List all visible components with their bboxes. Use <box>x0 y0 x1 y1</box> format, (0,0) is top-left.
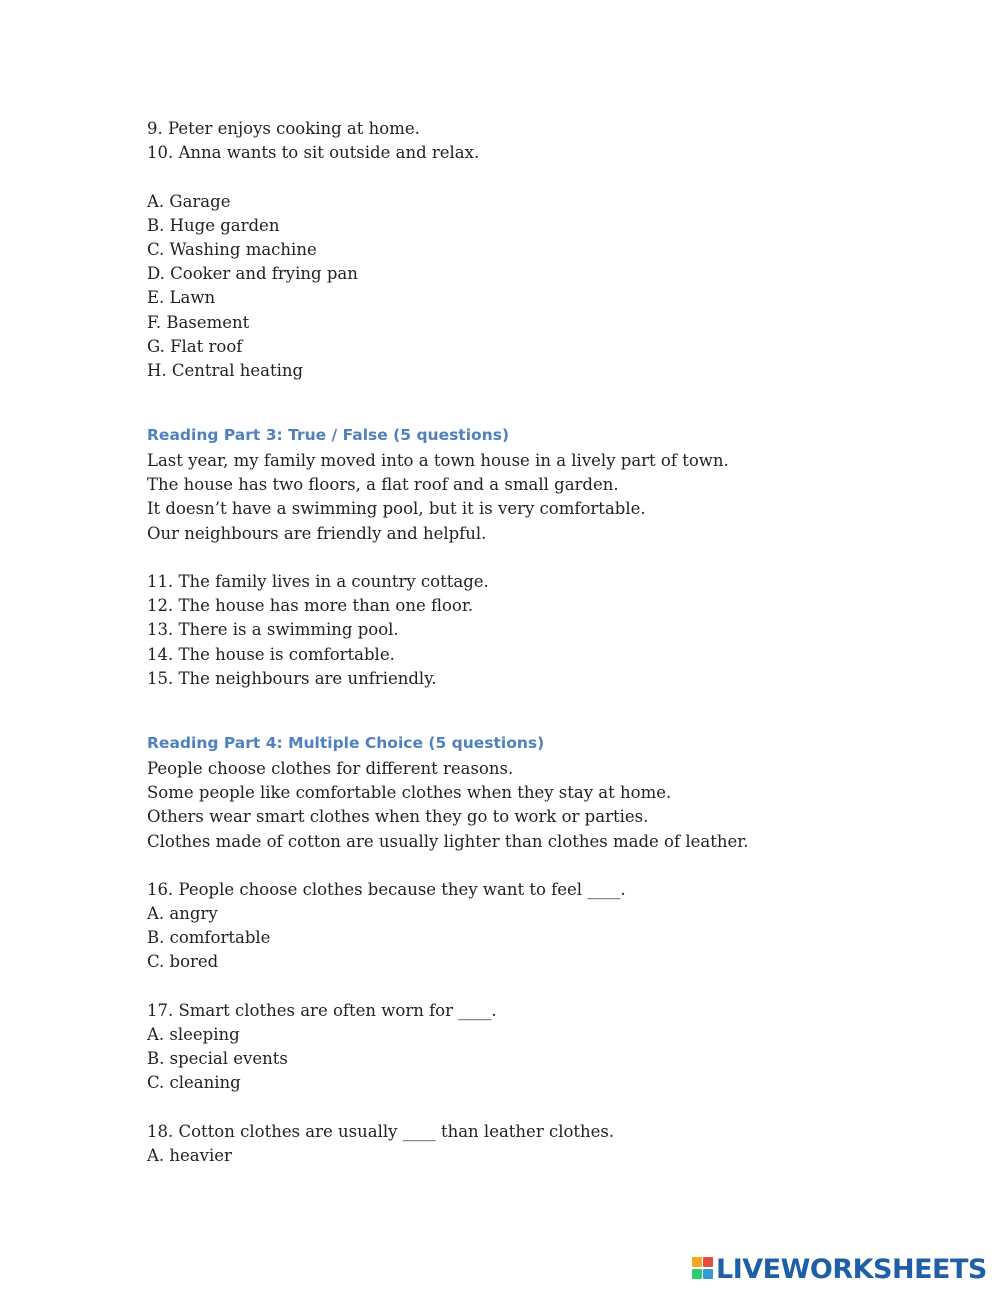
passage-line: Our neighbours are friendly and helpful. <box>147 523 487 543</box>
question-18 <box>147 1120 907 1168</box>
question-text: 16. People choose clothes because they want to feel ____. <box>147 879 626 899</box>
statement-12: 12. The house has more than one floor. <box>147 596 474 616</box>
statement-14: 14. The house is comfortable. <box>147 644 395 664</box>
passage-line: People choose clothes for different reasons. <box>147 758 514 778</box>
question-17 <box>147 999 907 1096</box>
answer-option: C. bored <box>147 952 219 972</box>
part3-statements <box>147 570 907 691</box>
item-10: 10. Anna wants to sit outside and relax. <box>147 143 480 163</box>
passage-line: Others wear smart clothes when they go to work or parties. <box>147 807 649 827</box>
passage-line: It doesn’t have a swimming pool, but it is very comfortable. <box>147 499 646 519</box>
question-text: 17. Smart clothes are often worn for ____. <box>147 1000 497 1020</box>
answer-option: B. special events <box>147 1049 288 1069</box>
question-text: 18. Cotton clothes are usually ____ than leather clothes. <box>147 1121 615 1141</box>
option-c: C. Washing machine <box>147 239 317 259</box>
part4-passage <box>147 757 907 854</box>
passage-line: Clothes made of cotton are usually lighter than clothes made of leather. <box>147 831 749 851</box>
question-16 <box>147 878 907 975</box>
passage-line: Last year, my family moved into a town house in a lively part of town. <box>147 451 729 471</box>
option-b: B. Huge garden <box>147 215 280 235</box>
option-a: A. Garage <box>147 191 231 211</box>
statement-15: 15. The neighbours are unfriendly. <box>147 668 437 688</box>
worksheet-page <box>147 117 907 1168</box>
part3-passage <box>147 449 907 546</box>
answer-option: A. angry <box>147 904 218 924</box>
item-9: 9. Peter enjoys cooking at home. <box>147 119 420 138</box>
option-e: E. Lawn <box>147 288 216 308</box>
logo-mark-icon <box>692 1257 714 1281</box>
answer-option: B. comfortable <box>147 928 271 948</box>
answer-option: C. cleaning <box>147 1073 241 1093</box>
liveworksheets-logo <box>692 1255 987 1283</box>
matching-options-list <box>147 190 907 384</box>
answer-option: A. sleeping <box>147 1025 240 1044</box>
option-h: H. Central heating <box>147 360 304 380</box>
option-f: F. Basement <box>147 312 250 332</box>
passage-line: Some people like comfortable clothes when they stay at home. <box>147 783 672 803</box>
passage-line: The house has two floors, a flat roof and a small garden. <box>147 475 619 495</box>
statement-11: 11. The family lives in a country cottage. <box>147 572 489 591</box>
option-d: D. Cooker and frying pan <box>147 264 358 284</box>
part4-heading: Reading Part 4: Multiple Choice (5 questions) <box>147 733 545 752</box>
part3-heading: Reading Part 3: True / False (5 questions) <box>147 426 510 445</box>
logo-text: LIVEWORKSHEETS <box>716 1253 987 1285</box>
statement-13: 13. There is a swimming pool. <box>147 620 399 640</box>
option-g: G. Flat roof <box>147 336 243 356</box>
answer-option: A. heavier <box>147 1145 232 1165</box>
